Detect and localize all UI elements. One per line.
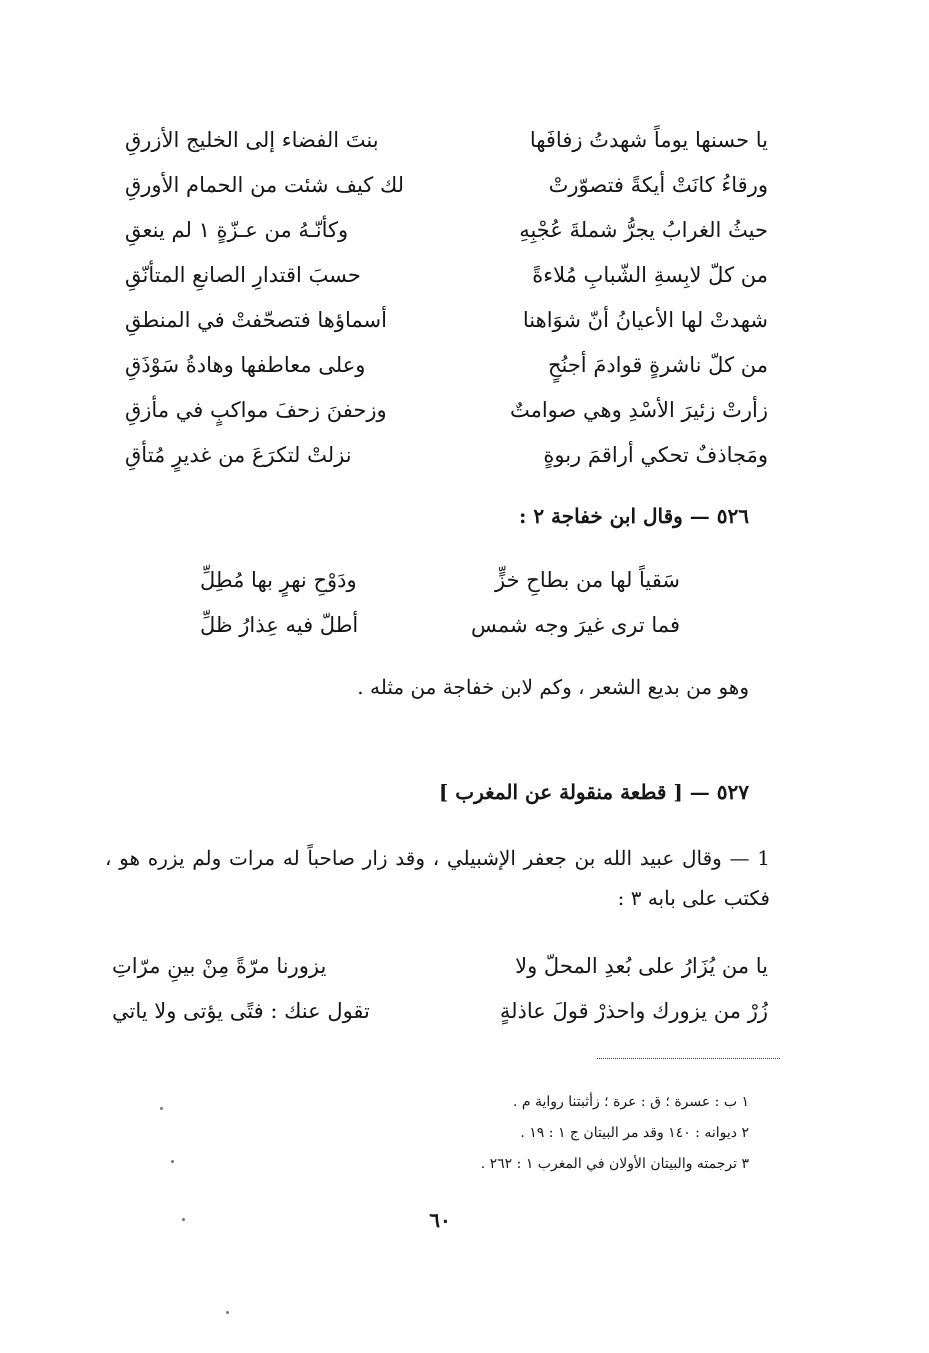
hemistich-first: يا من يُزَارُ على بُعدِ المحلّ ولا <box>515 954 768 978</box>
hemistich-second: يزورنا مرّةً مِنْ بينِ مرّاتِ <box>112 954 327 978</box>
section-527-heading: ٥٢٧ — [ قطعة منقولة عن المغرب ] <box>438 780 749 804</box>
hemistich-first: يا حسنها يوماً شهدتُ زفافَها <box>529 128 768 152</box>
hemistich-first: شهدتْ لها الأعيانُ أنّ شوَاهنا <box>522 308 768 332</box>
verse <box>200 564 680 609</box>
verse <box>125 439 768 484</box>
poem-3 <box>112 950 768 1040</box>
section-526-heading: ٥٢٦ — وقال ابن خفاجة ٢ : <box>518 504 749 528</box>
verse <box>125 124 768 169</box>
hemistich-first: من كلّ لابِسةِ الشّبابِ مُلاءةً <box>532 263 768 287</box>
verse <box>125 259 768 304</box>
comment-526: وهو من بديع الشعر ، وكم لابن خفاجة من مثله . <box>357 675 749 699</box>
hemistich-first: زُرْ من يزورك واحذرْ قولَ عاذلةٍ <box>499 999 768 1023</box>
verse <box>125 394 768 439</box>
hemistich-second: حسبَ اقتدارِ الصانعِ المتأنّقِ <box>125 263 361 287</box>
page-number: ٦٠ <box>429 1208 451 1232</box>
scan-speck <box>171 1160 174 1163</box>
prose-527: 1 — وقال عبيد الله بن جعفر الإشبيلي ، وقد زار صاحباً له مرات ولم يزره هو ، فكتب على بابه ٣ : <box>105 846 770 910</box>
verse <box>112 950 768 995</box>
hemistich-first: حيثُ الغرابُ يجرُّ شملةَ عُجْبِهِ <box>519 218 768 242</box>
scan-speck <box>182 1218 185 1221</box>
hemistich-second: وزحفنَ زحفَ مواكبٍ في مأزقِ <box>125 398 387 422</box>
scan-speck <box>160 1107 163 1110</box>
hemistich-first: من كلّ ناشرةٍ قوادمَ أجنُحٍ <box>547 353 768 377</box>
footnote: ٢ ديوانه : ١٤٠ وقد مر البيتان ج ١ : ١٩ . <box>520 1125 749 1141</box>
footnote: ١ ب : عسرة ؛ ق : عرة ؛ زأثبتنا رواية م . <box>512 1094 749 1110</box>
footnote-separator <box>597 1058 780 1059</box>
verse <box>125 349 768 394</box>
hemistich-second: أسماؤها فتصحّفتْ في المنطقِ <box>125 308 387 332</box>
hemistich-second: بنتَ الفضاء إلى الخليج الأزرقِ <box>125 128 379 152</box>
hemistich-second: نزلتْ لتكرَعَ من غديرٍ مُتأقِ <box>125 443 352 467</box>
hemistich-first: زأرتْ زئيرَ الأسْدِ وهي صوامتٌ <box>509 398 768 422</box>
hemistich-first: فما ترى غيرَ وجه شمس <box>471 613 680 637</box>
hemistich-first: سَقياً لها من بطاحِ خزٍّ <box>495 568 680 592</box>
hemistich-second: ودَوْحِ نهرٍ بها مُطِلِّ <box>200 568 357 592</box>
verse <box>200 609 680 654</box>
poem-2 <box>200 564 680 654</box>
verse <box>125 304 768 349</box>
poem-1 <box>125 124 768 484</box>
scan-speck <box>226 1311 229 1314</box>
footnote: ٣ ترجمته والبيتان الأولان في المغرب ١ : ٢٦٢ . <box>480 1156 749 1172</box>
hemistich-second: تقول عنك : فتًى يؤتى ولا ياتي <box>112 999 370 1023</box>
hemistich-first: ومَجاذفٌ تحكي أراقمَ ربوةٍ <box>543 443 768 467</box>
verse <box>112 995 768 1040</box>
hemistich-second: أطلّ فيه عِذارُ ظلِّ <box>200 613 359 637</box>
hemistich-first: ورقاءُ كانَتْ أيكةً فتصوّرتْ <box>548 173 768 197</box>
hemistich-second: وعلى معاطفها وهادةُ سَوْذَقِ <box>125 353 366 377</box>
hemistich-second: لك كيف شئت من الحمام الأورقِ <box>125 173 405 197</box>
verse <box>125 214 768 259</box>
verse <box>125 169 768 214</box>
hemistich-second: وكأنّـهُ من عـزّةٍ ١ لم ينعقِ <box>125 218 349 242</box>
